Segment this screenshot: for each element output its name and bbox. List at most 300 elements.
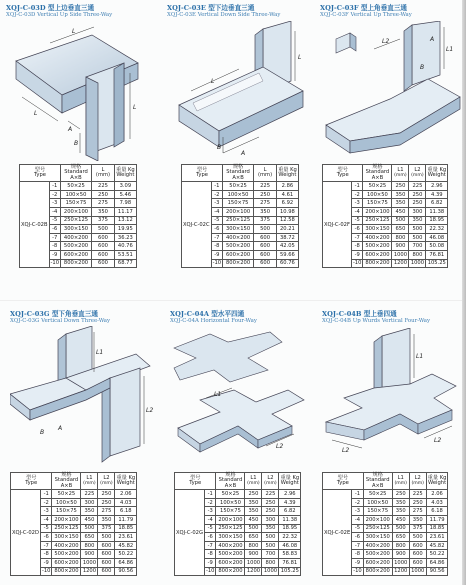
model-code-cell: XQJ-C-02D — [11, 490, 41, 576]
col-header-type: 型号 Type — [323, 165, 363, 182]
value-cell: 500 — [81, 524, 98, 533]
value-cell: 6.18 — [115, 507, 137, 516]
suffix-cell: -1 — [40, 490, 51, 499]
value-cell: 50×25 — [52, 490, 81, 499]
suffix-cell: -10 — [205, 568, 215, 575]
value-cell: 11.17 — [115, 208, 137, 217]
value-cell: 500×200 — [52, 550, 81, 559]
value-cell: 23.61 — [115, 533, 137, 542]
table-row — [175, 490, 301, 499]
value-cell: 2.86 — [277, 182, 299, 191]
value-cell: 150×75 — [52, 507, 81, 516]
value-cell: 500 — [262, 533, 279, 542]
spec-table — [10, 472, 137, 576]
panel-03d — [6, 4, 154, 267]
value-cell: 500 — [409, 225, 426, 234]
value-cell: 650 — [81, 533, 98, 542]
value-cell: 46.08 — [426, 233, 448, 242]
suffix-cell: -6 — [204, 533, 215, 542]
value-cell: 50.22 — [115, 550, 137, 559]
value-cell: 2.96 — [279, 490, 301, 499]
value-cell: 600×200 — [363, 250, 392, 259]
value-cell: 1000 — [394, 559, 408, 566]
col-header-type: 型号 Type — [323, 473, 364, 490]
suffix-cell: -3 — [211, 199, 222, 208]
value-cell: 900 — [392, 550, 409, 559]
suffix-cell: -9 — [40, 558, 51, 567]
suffix-cell: -10 — [212, 260, 222, 267]
value-cell: 350 — [245, 498, 262, 507]
suffix-cell: -2 — [40, 498, 51, 507]
value-cell: 45.82 — [426, 541, 448, 550]
value-cell: 500×200 — [223, 242, 254, 251]
value-cell: 600 — [98, 558, 115, 567]
value-cell: 4.39 — [279, 498, 301, 507]
table-row — [11, 490, 137, 499]
value-cell: 600×200 — [363, 558, 392, 567]
suffix-cell: -2 — [204, 498, 215, 507]
value-cell: 90.56 — [115, 567, 137, 576]
suffix-cell: -2 — [351, 190, 362, 199]
spec-table — [322, 472, 448, 576]
value-cell: 50.22 — [426, 550, 448, 559]
value-cell: 200×100 — [216, 516, 245, 525]
suffix-cell: -2 — [49, 190, 60, 199]
col-header-l: L (mm) — [254, 165, 277, 182]
dim-label-l2: L2 — [146, 407, 154, 414]
value-cell: 350 — [92, 208, 115, 217]
value-cell: 350 — [262, 524, 279, 533]
value-cell: 225 — [254, 182, 277, 191]
suffix-cell: -5 — [351, 216, 362, 225]
value-cell: 18.85 — [115, 524, 137, 533]
col-header-standard: 规格 Standard A×B — [52, 473, 81, 490]
value-cell: 100×50 — [216, 498, 245, 507]
dim-label-b: B — [217, 144, 222, 151]
suffix-cell: -1 — [352, 490, 363, 499]
value-cell: 250×125 — [223, 216, 254, 225]
value-cell: 800 — [392, 233, 409, 242]
suffix-cell: -10 — [353, 568, 362, 575]
value-cell: 6.92 — [277, 199, 299, 208]
suffix-cell: -8 — [204, 550, 215, 559]
value-cell: 500×200 — [216, 550, 245, 559]
value-cell: 500×200 — [363, 550, 392, 559]
value-cell: 800 — [81, 541, 98, 550]
suffix-cell: -9 — [352, 558, 363, 567]
value-cell: 2.96 — [426, 182, 448, 191]
panel-title-cn: XQJ-C-04A 型水平四通 — [170, 310, 245, 318]
value-cell: 375 — [409, 524, 426, 533]
value-cell: 700 — [409, 242, 426, 251]
value-cell: 18.95 — [426, 216, 448, 225]
value-cell: 42.05 — [277, 242, 299, 251]
tray-up-vertical-four-way-drawing — [322, 328, 466, 468]
model-code-cell: XQJ-C-02F — [323, 182, 352, 268]
value-cell: 450 — [392, 208, 409, 217]
panel-title-cn: XQJ-C-03D 型上边垂直三通 — [6, 4, 95, 12]
value-cell: 500 — [262, 541, 279, 550]
model-code-cell: XQJ-C-02C — [182, 182, 212, 268]
value-cell: 300×150 — [363, 225, 392, 234]
value-cell: 600×200 — [216, 558, 245, 567]
value-cell: 400×200 — [216, 541, 245, 550]
value-cell: 300×150 — [223, 225, 254, 234]
suffix-cell: -8 — [49, 242, 60, 251]
panel-title-en: XQJ-C-03F Vertical Up Three-Way — [320, 12, 412, 18]
value-cell: 250 — [262, 507, 279, 516]
value-cell: 600×200 — [52, 558, 81, 567]
suffix-cell: -3 — [40, 507, 51, 516]
value-cell: 600 — [98, 550, 115, 559]
value-cell: 12.58 — [277, 216, 299, 225]
suffix-cell: -1 — [211, 182, 222, 191]
suffix-cell: -7 — [211, 233, 222, 242]
value-cell: 350 — [409, 516, 426, 525]
panel-title-en: XQJ-C-03D Vertical Up Side Three-Way — [6, 12, 113, 18]
value-cell: 275 — [409, 507, 426, 516]
col-header-standard: 规格 Standard A×B — [61, 165, 92, 182]
col-header-standard: 规格 Standard A×B — [363, 165, 392, 182]
suffix-cell: -3 — [49, 199, 60, 208]
dim-label-l2: L2 — [382, 38, 390, 45]
value-cell: 46.08 — [279, 541, 301, 550]
value-cell: 900 — [392, 242, 409, 251]
col-header-standard: 规格 Standard A×B — [216, 473, 245, 490]
value-cell: 50×25 — [363, 182, 392, 191]
value-cell: 350 — [254, 208, 277, 217]
value-cell: 36.23 — [115, 233, 137, 242]
value-cell: 800×200 — [363, 259, 392, 268]
col-header-type: 型号 Type — [175, 473, 216, 490]
spec-table — [322, 164, 448, 268]
value-cell: 1000 — [246, 559, 261, 566]
value-cell: 350 — [98, 516, 115, 525]
value-cell: 10.98 — [277, 208, 299, 217]
value-cell: 4.03 — [115, 498, 137, 507]
suffix-cell: -7 — [352, 541, 363, 550]
value-cell: 68.77 — [115, 259, 137, 268]
suffix-cell: -3 — [351, 199, 362, 208]
value-cell: 1200 — [82, 568, 97, 575]
value-cell: 800×200 — [52, 567, 81, 576]
panel-04b — [322, 310, 466, 575]
value-cell: 1000 — [82, 559, 97, 566]
value-cell: 200×100 — [363, 516, 392, 525]
dim-label-l: L — [72, 28, 76, 35]
value-cell: 18.95 — [279, 524, 301, 533]
value-cell: 600 — [92, 242, 115, 251]
dim-label-a: A — [58, 425, 63, 432]
suffix-cell: -1 — [204, 490, 215, 499]
suffix-cell: -7 — [49, 233, 60, 242]
value-cell: 6.82 — [426, 199, 448, 208]
value-cell: 250×125 — [61, 216, 92, 225]
value-cell: 100×50 — [61, 190, 92, 199]
value-cell: 450 — [392, 516, 409, 525]
value-cell: 350 — [392, 507, 409, 516]
panel-03f — [320, 4, 466, 267]
dim-label-l2: L2 — [434, 437, 442, 444]
suffix-cell: -2 — [352, 498, 363, 507]
value-cell: 600 — [254, 259, 277, 268]
value-cell: 19.95 — [115, 225, 137, 234]
value-cell: 200×100 — [52, 516, 81, 525]
table-row — [323, 182, 448, 191]
value-cell: 600 — [92, 233, 115, 242]
value-cell: 800×200 — [363, 567, 392, 576]
value-cell: 40.76 — [115, 242, 137, 251]
value-cell: 250 — [392, 182, 409, 191]
value-cell: 11.79 — [115, 516, 137, 525]
col-header-l2: L2 (mm) — [98, 473, 115, 490]
value-cell: 600 — [409, 541, 426, 550]
suffix-cell: -8 — [351, 242, 362, 251]
value-cell: 50×25 — [363, 490, 392, 499]
suffix-cell: -5 — [204, 524, 215, 533]
value-cell: 600×200 — [61, 250, 92, 259]
suffix-cell: -4 — [351, 208, 362, 217]
value-cell: 1200 — [246, 568, 261, 575]
value-cell: 900 — [81, 550, 98, 559]
value-cell: 1000 — [411, 568, 425, 575]
suffix-cell: -7 — [40, 541, 51, 550]
value-cell: 650 — [245, 533, 262, 542]
value-cell: 800 — [262, 558, 279, 567]
dim-label-l: L — [133, 104, 137, 111]
panel-03g — [10, 310, 158, 575]
value-cell: 22.32 — [426, 225, 448, 234]
panel-title-en: XQJ-C-04A Horizontal Four-Way — [170, 318, 257, 324]
dim-label-l2: L2 — [276, 443, 284, 450]
value-cell: 375 — [254, 216, 277, 225]
tray-down-three-way-drawing — [10, 326, 158, 466]
col-header-l: L (mm) — [92, 165, 115, 182]
value-cell: 800×200 — [223, 259, 254, 268]
value-cell: 150×75 — [363, 199, 392, 208]
value-cell: 300×150 — [52, 533, 81, 542]
value-cell: 20.21 — [277, 225, 299, 234]
panel-title-en: XQJ-C-03E Vertical Down Side Three-Way — [167, 12, 281, 18]
suffix-cell: -6 — [352, 533, 363, 542]
value-cell: 400×200 — [52, 541, 81, 550]
value-cell: 400×200 — [223, 233, 254, 242]
dim-label-l1: L1 — [446, 46, 454, 53]
suffix-cell: -9 — [204, 558, 215, 567]
value-cell: 100×50 — [363, 190, 392, 199]
value-cell: 150×75 — [223, 199, 254, 208]
value-cell: 600 — [92, 259, 115, 268]
col-header-weight: 重量 Kg Weight — [426, 165, 448, 182]
model-code-cell: XQJ-C-02E — [323, 490, 352, 576]
value-cell: 50×25 — [61, 182, 92, 191]
table-row — [20, 182, 137, 191]
value-cell: 11.38 — [279, 516, 301, 525]
suffix-cell: -5 — [40, 524, 51, 533]
value-cell: 350 — [409, 216, 426, 225]
value-cell: 275 — [92, 199, 115, 208]
value-cell: 400×200 — [363, 541, 392, 550]
value-cell: 150×75 — [216, 507, 245, 516]
value-cell: 200×100 — [61, 208, 92, 217]
suffix-cell: -4 — [40, 516, 51, 525]
value-cell: 250 — [245, 490, 262, 499]
value-cell: 76.81 — [279, 558, 301, 567]
value-cell: 76.81 — [426, 250, 448, 259]
col-header-l1: L1 (mm) — [392, 165, 409, 182]
panel-title-cn: XQJ-C-03E 型下边垂直三通 — [167, 4, 255, 12]
dim-label-l2: L2 — [342, 447, 350, 454]
value-cell: 6.18 — [426, 507, 448, 516]
suffix-cell: -1 — [49, 182, 60, 191]
table-row — [323, 490, 448, 499]
value-cell: 500 — [392, 524, 409, 533]
dim-label-l: L — [211, 78, 215, 85]
suffix-cell: -9 — [211, 250, 222, 259]
value-cell: 650 — [392, 225, 409, 234]
value-cell: 450 — [81, 516, 98, 525]
value-cell: 500 — [254, 225, 277, 234]
value-cell: 1200 — [394, 568, 408, 575]
value-cell: 6.82 — [279, 507, 301, 516]
value-cell: 250 — [262, 498, 279, 507]
value-cell: 250 — [98, 498, 115, 507]
value-cell: 18.85 — [426, 524, 448, 533]
value-cell: 60.76 — [277, 259, 299, 268]
suffix-cell: -4 — [211, 208, 222, 217]
value-cell: 800 — [409, 250, 426, 259]
value-cell: 800×200 — [216, 567, 245, 576]
value-cell: 500×200 — [61, 242, 92, 251]
col-header-weight: 重量 Kg Weight — [115, 165, 137, 182]
col-header-weight: 重量 Kg Weight — [277, 165, 299, 182]
panel-03e — [167, 4, 315, 267]
col-header-l1: L1 (mm) — [245, 473, 262, 490]
value-cell: 53.51 — [115, 250, 137, 259]
value-cell: 1200 — [393, 260, 408, 267]
suffix-cell: -10 — [50, 260, 59, 267]
value-cell: 1000 — [263, 568, 278, 575]
suffix-cell: -10 — [352, 260, 362, 267]
model-code-cell: XQJ-C-02B — [20, 182, 50, 268]
value-cell: 375 — [98, 524, 115, 533]
value-cell: 250 — [392, 490, 409, 499]
col-header-weight: 重量 Kg Weight — [426, 473, 448, 490]
tray-horizontal-four-way-drawing — [170, 328, 318, 468]
value-cell: 500 — [92, 225, 115, 234]
value-cell: 500 — [409, 233, 426, 242]
col-header-weight: 重量 Kg Weight — [115, 473, 137, 490]
dim-label-l: L — [298, 54, 302, 61]
suffix-cell: -5 — [49, 216, 60, 225]
value-cell: 500 — [409, 533, 426, 542]
col-header-standard: 规格 Standard A×B — [223, 165, 254, 182]
panel-title-en: XQJ-C-04B Up Wurds Vertical Four-Way — [322, 318, 431, 324]
panel-title-cn: XQJ-C-04B 型上垂四通 — [322, 310, 397, 318]
value-cell: 50×25 — [216, 490, 245, 499]
value-cell: 23.61 — [426, 533, 448, 542]
col-header-type: 型号 Type — [20, 165, 61, 182]
spec-table — [174, 472, 301, 576]
suffix-cell: -6 — [351, 225, 362, 234]
suffix-cell: -6 — [40, 533, 51, 542]
suffix-cell: -7 — [351, 233, 362, 242]
col-header-l2: L2 (mm) — [262, 473, 279, 490]
value-cell: 500×200 — [363, 242, 392, 251]
suffix-cell: -4 — [352, 516, 363, 525]
value-cell: 64.86 — [426, 558, 448, 567]
dim-label-l1: L1 — [416, 353, 424, 360]
section-divider — [0, 300, 466, 301]
value-cell: 200×100 — [223, 208, 254, 217]
value-cell: 7.98 — [115, 199, 137, 208]
col-header-l1: L1 (mm) — [81, 473, 98, 490]
suffix-cell: -10 — [41, 568, 51, 575]
value-cell: 11.38 — [426, 208, 448, 217]
value-cell: 275 — [98, 507, 115, 516]
value-cell: 45.82 — [115, 541, 137, 550]
col-header-l2: L2 (mm) — [409, 473, 426, 490]
value-cell: 100×50 — [363, 498, 392, 507]
value-cell: 250×125 — [363, 524, 392, 533]
value-cell: 300×150 — [216, 533, 245, 542]
value-cell: 1000 — [393, 251, 408, 258]
dim-label-l1: L1 — [214, 391, 222, 398]
value-cell: 59.66 — [277, 250, 299, 259]
value-cell: 50.08 — [426, 242, 448, 251]
value-cell: 700 — [262, 550, 279, 559]
value-cell: 2.06 — [115, 490, 137, 499]
value-cell: 225 — [81, 490, 98, 499]
value-cell: 350 — [392, 199, 409, 208]
value-cell: 38.72 — [277, 233, 299, 242]
value-cell: 300×150 — [61, 225, 92, 234]
value-cell: 275 — [254, 199, 277, 208]
dim-label-a: A — [68, 126, 73, 133]
value-cell: 225 — [409, 490, 426, 499]
value-cell: 300 — [409, 208, 426, 217]
value-cell: 225 — [92, 182, 115, 191]
suffix-cell: -6 — [211, 225, 222, 234]
value-cell: 500 — [245, 524, 262, 533]
suffix-cell: -2 — [211, 190, 222, 199]
value-cell: 2.06 — [426, 490, 448, 499]
value-cell: 400×200 — [363, 233, 392, 242]
value-cell: 100×50 — [223, 190, 254, 199]
value-cell: 250 — [409, 199, 426, 208]
value-cell: 600 — [98, 541, 115, 550]
suffix-cell: -4 — [49, 208, 60, 217]
spec-table — [181, 164, 299, 268]
tray-tee-up-side-drawing — [6, 21, 154, 161]
value-cell: 250×125 — [216, 524, 245, 533]
dim-label-b: B — [40, 429, 45, 436]
col-header-l1: L1 (mm) — [392, 473, 409, 490]
value-cell: 58.83 — [279, 550, 301, 559]
value-cell: 650 — [392, 533, 409, 542]
suffix-cell: -9 — [351, 250, 362, 259]
value-cell: 350 — [245, 507, 262, 516]
suffix-cell: -5 — [352, 524, 363, 533]
value-cell: 250 — [409, 498, 426, 507]
value-cell: 225 — [262, 490, 279, 499]
value-cell: 3.09 — [115, 182, 137, 191]
spec-table — [19, 164, 137, 268]
col-header-weight: 重量 Kg Weight — [279, 473, 301, 490]
value-cell: 150×75 — [61, 199, 92, 208]
tray-tee-down-side-drawing — [167, 21, 315, 161]
value-cell: 300 — [262, 516, 279, 525]
